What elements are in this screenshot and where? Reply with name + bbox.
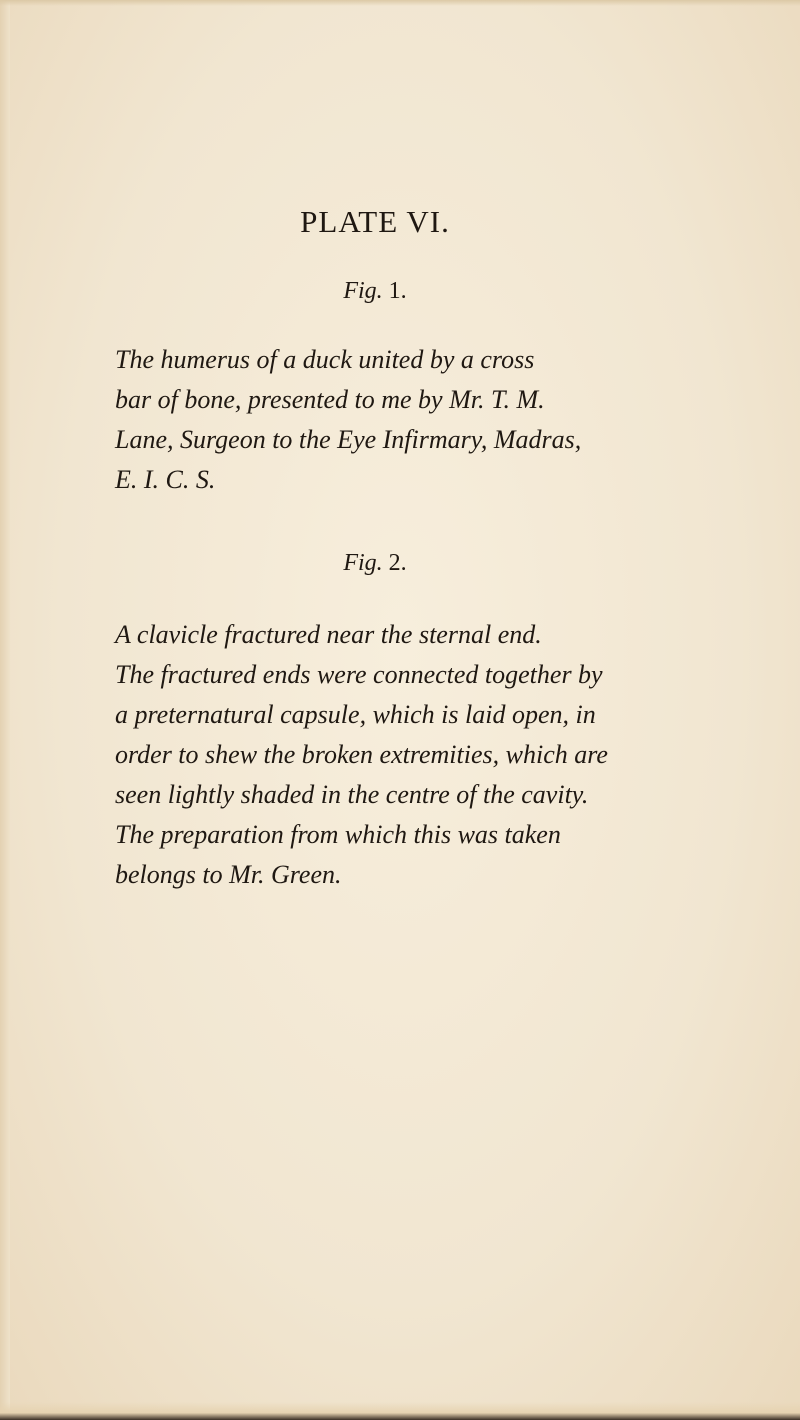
plate-title: PLATE VI. xyxy=(300,204,450,239)
figure-2-label-text: Fig. xyxy=(343,550,383,576)
figure-2-description xyxy=(115,615,635,815)
figure-1-line: The humerus of a duck united by a cross xyxy=(115,345,535,374)
page-edge-left xyxy=(0,0,10,1420)
figure-1-line: bar of bone, presented to me by Mr. T. M. xyxy=(115,385,545,414)
preparation-note-line: belongs to Mr. Green. xyxy=(115,860,342,889)
preparation-note-line: The preparation from which this was taken xyxy=(115,820,561,849)
figure-2-line: a preternatural capsule, which is laid open, in xyxy=(115,700,596,729)
figure-2-line: seen lightly shaded in the centre of the cavity. xyxy=(115,780,589,809)
figure-1-label-text: Fig. xyxy=(343,278,383,304)
figure-2-line: order to shew the broken extremities, which are xyxy=(115,740,608,769)
figure-2-label xyxy=(115,550,635,577)
figure-2-line: The fractured ends were connected together by xyxy=(115,660,603,689)
figure-1-number: 1. xyxy=(388,278,407,304)
page-edge-top xyxy=(0,0,800,6)
figure-2-number: 2. xyxy=(388,550,407,576)
figure-1-label xyxy=(115,278,635,305)
preparation-note xyxy=(115,815,635,895)
page-edge-bottom xyxy=(0,1402,800,1420)
figure-1-line: E. I. C. S. xyxy=(115,465,216,494)
figure-1-description xyxy=(115,340,635,500)
figure-2-line: A clavicle fractured near the sternal end. xyxy=(115,620,542,649)
figure-1-line: Lane, Surgeon to the Eye Infirmary, Madras, xyxy=(115,425,582,454)
